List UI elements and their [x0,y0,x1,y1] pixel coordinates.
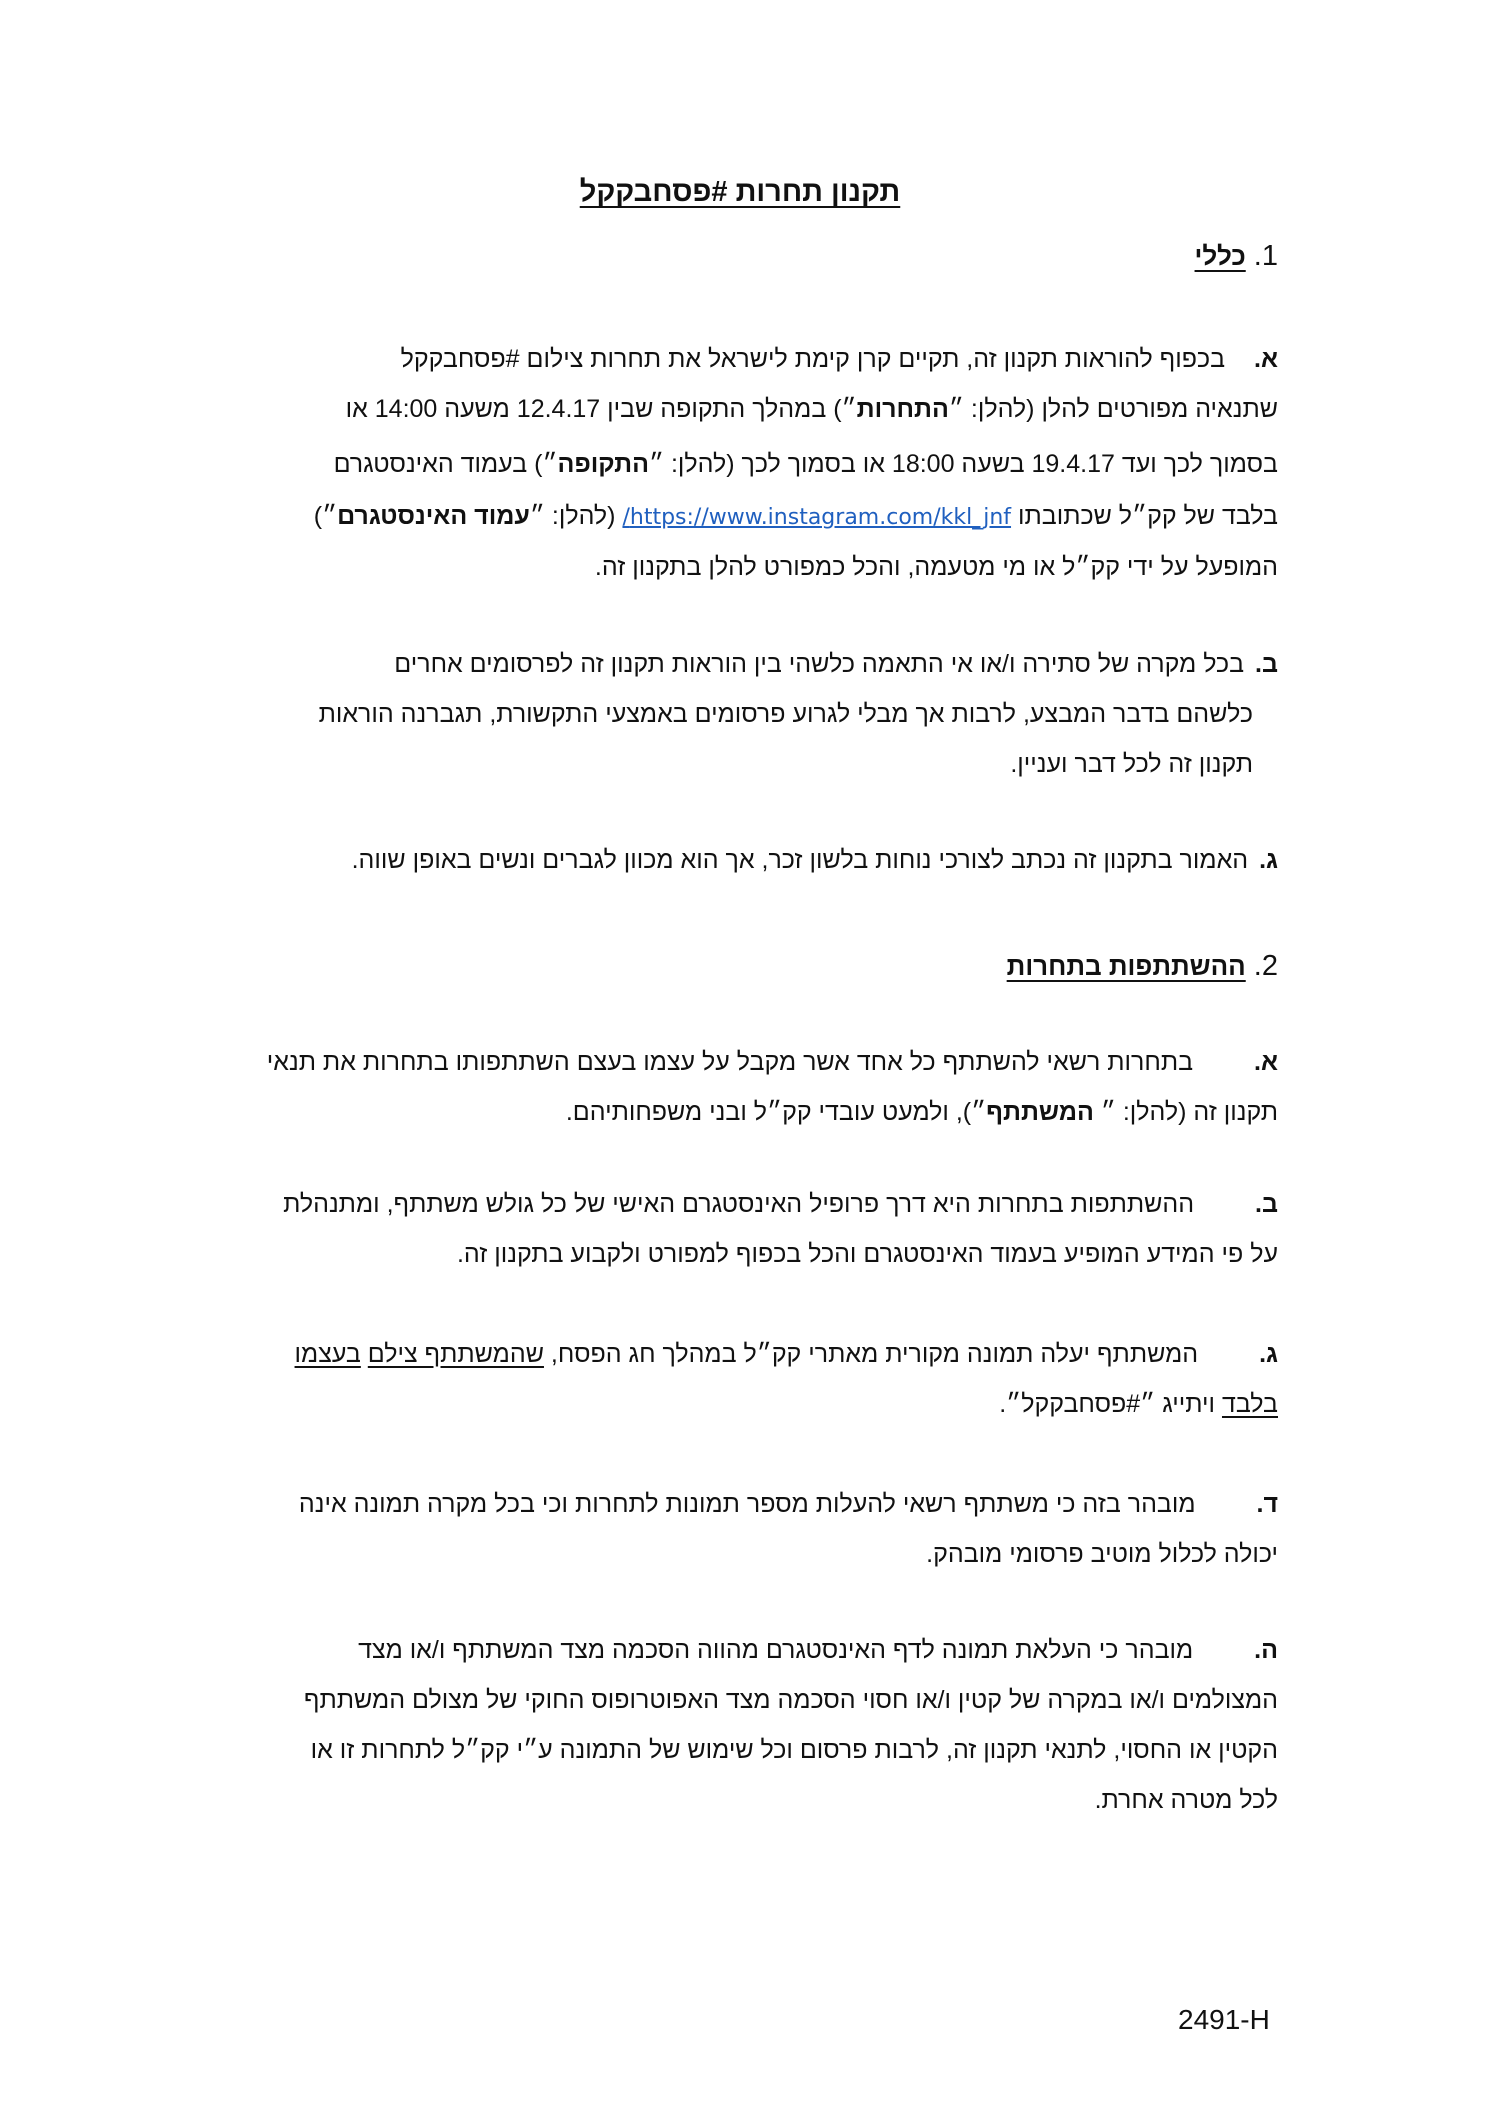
clause-line [295,1340,1278,1369]
text-fragment: (להלן: ״ [529,502,616,530]
clause-line: המצולמים ו/או במקרה של קטין ו/או חסוי הסכמה מצד האפוטרופוס החוקי של מצולם המשתתף [303,1686,1278,1714]
clause-text: ההשתתפות בתחרות היא דרך פרופיל האינסטגרם האישי של כל גולש משתתף, ומתנהלת [283,1190,1195,1218]
clause-line: לכל מטרה אחרת. [1094,1786,1278,1814]
clause-line [999,1390,1278,1419]
section-2-heading [1007,950,1278,983]
section-1-heading [1195,240,1278,273]
clause-marker: ג. [1259,846,1278,874]
clause-marker: א. [1254,1048,1278,1076]
text-fragment: המשתתף יעלה תמונה מקורית מאתרי קק״ל במהלך חג הפסח, [543,1340,1199,1368]
clause-text: בתחרות רשאי להשתתף כל אחד אשר מקבל על עצמו בעצם השתתפותו בתחרות את תנאי [266,1048,1194,1076]
section-heading-label: כללי [1194,241,1246,271]
clause-line [334,450,1278,479]
text-fragment: ״) במהלך התקופה שבין 12.4.17 משעה 14:00 או [345,395,857,423]
clause-text: האמור בתקנון זה נכתב לצורכי נוחות בלשון זכר, אך הוא מכוון לגברים ונשים באופן שווה. [351,846,1249,874]
text-fragment: ״) בעמוד האינסטגרם [333,450,558,478]
clause-line: המופעל על ידי קק״ל או מי מטעמה, והכל כמפורט להלן בתקנון זה. [594,553,1278,581]
clause-marker: ד. [1256,1490,1278,1518]
clause-text: מובהר כי העלאת תמונה לדף האינסטגרם מהווה הסכמה מצד המשתתף ו/או מצד [358,1636,1194,1664]
clause-line [358,1636,1278,1665]
document-title: תקנון תחרות #פסחבקקל [579,176,901,208]
clause-marker: ב. [1255,650,1278,678]
clause-line: על פי המידע המופיע בעמוד האינסטגרם והכל בכפוף למפורט ולקבוע בתקנון זה. [456,1240,1278,1268]
clause-text: בכל מקרה של סתירה ו/או אי התאמה כלשהי בין הוראות תקנון זה לפרסומים אחרים [394,650,1245,678]
section-number: 2. [1253,950,1278,982]
clause-line: כלשהם בדבר המבצע, לרבות אך מבלי לגרוע פרסומים באמצעי התקשורת, תגברנה הוראות [318,700,1253,728]
clause-line [352,846,1278,875]
clause-marker: ב. [1255,1190,1278,1218]
clause-line [267,1048,1278,1077]
clause-line: יכולה לכלול מוטיב פרסומי מובהק. [926,1540,1278,1568]
text-fragment: ״), ולמעט עובדי קק״ל ובני משפחותיהם. [565,1098,987,1126]
text-fragment: ״) [313,502,338,530]
clause-line [566,1098,1278,1127]
clause-line [401,345,1278,374]
text-fragment: שתנאיה מפורטים להלן (להלן: ״ [948,395,1278,423]
clause-line [314,502,1278,531]
clause-text: מובהר בזה כי משתתף רשאי להעלות מספר תמונות לתחרות וכי בכל מקרה תמונה אינה [298,1490,1196,1518]
underlined-term: בלבד [1221,1390,1278,1418]
text-fragment: בלבד של קק״ל שכתובתו [1017,502,1278,530]
clause-marker: ה. [1254,1636,1278,1664]
defined-term: המשתתף [986,1098,1094,1126]
clause-marker: ג. [1259,1340,1278,1368]
text-fragment: תקנון זה (להלן: ״ [1093,1098,1278,1126]
underlined-term: שהמשתתף צילם [367,1340,544,1368]
clause-line: הקטין או החסוי, לתנאי תקנון זה, לרבות פרסום וכל שימוש של התמונה ע״י קק״ל לתחרות זו או [310,1736,1278,1764]
clause-marker: א. [1254,345,1278,373]
clause-line [346,395,1278,424]
underlined-term: בעצמו [294,1340,361,1368]
defined-term: התחרות [856,395,949,423]
defined-term: התקופה [557,450,649,478]
clause-line [299,1490,1278,1519]
clause-text: בכפוף להוראות תקנון זה, תקיים קרן קימת לישראל את תחרות צילום #פסחבקקל [400,345,1226,373]
section-number: 1. [1253,240,1278,272]
footer-document-code: 2491-H [1178,2004,1270,2035]
section-heading-label: ההשתתפות בתחרות [1006,951,1246,981]
defined-term: עמוד האינסטגרם [337,502,530,530]
instagram-link[interactable]: https://www.instagram.com/kkl_jnf/ [622,505,1012,530]
clause-line: תקנון זה לכל דבר ועניין. [1010,750,1253,778]
text-fragment: ויתייג ״#פסחבקקל״. [999,1390,1222,1418]
clause-line [394,650,1278,679]
clause-line [283,1190,1278,1219]
text-fragment: בסמוך לכך ועד 19.4.17 בשעה 18:00 או בסמוך לכך (להלן: ״ [648,450,1278,478]
